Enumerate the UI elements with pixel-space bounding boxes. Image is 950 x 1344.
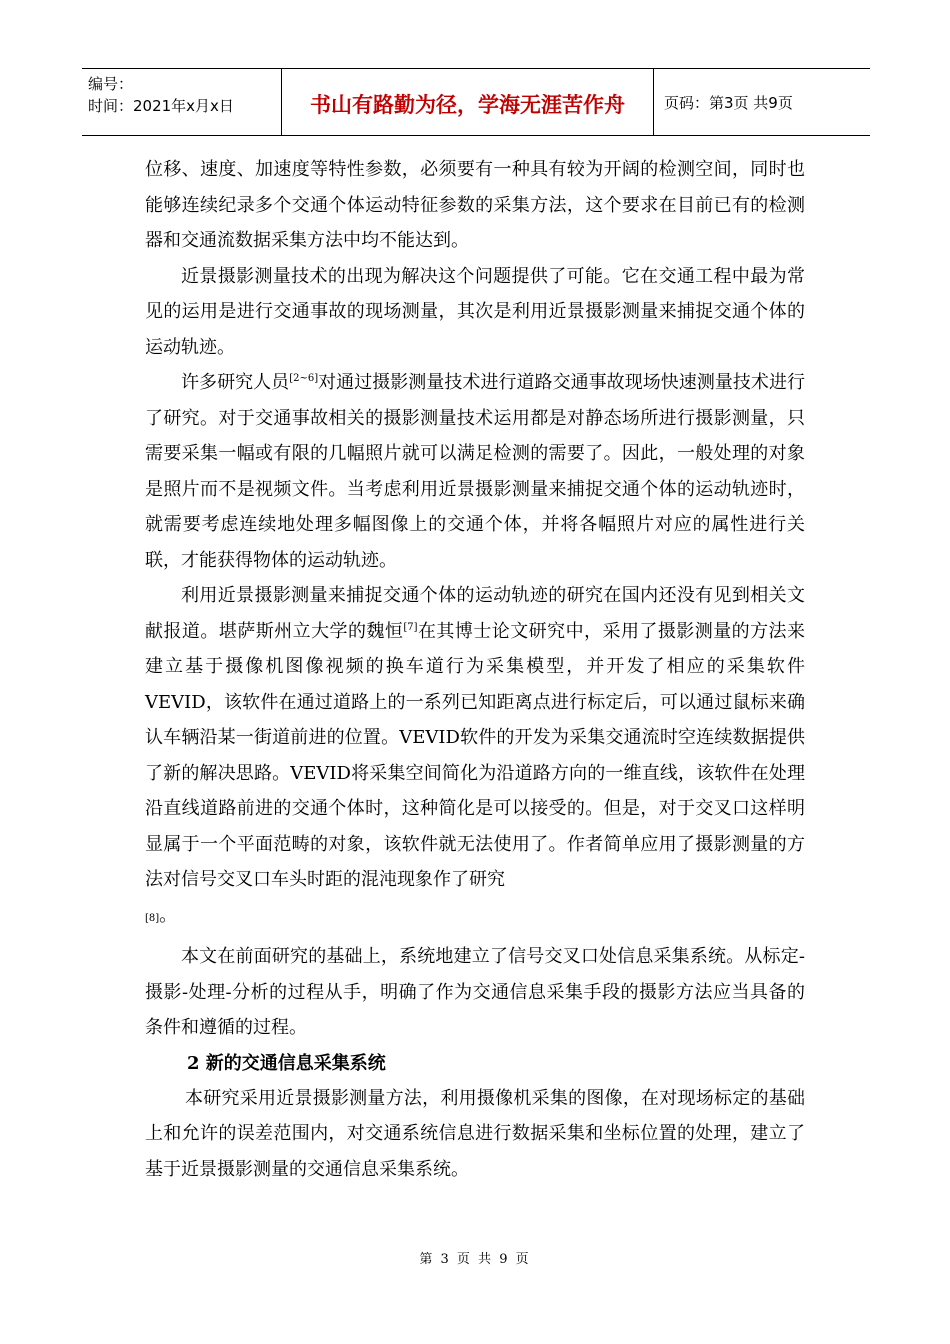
citation-8: [8]: [145, 912, 160, 924]
section-2-title: 2 新的交通信息采集系统: [187, 1052, 386, 1074]
header-meta: [82, 69, 282, 135]
header-page-info: 页码：第3页 共9页: [664, 93, 793, 112]
paragraph-4-end: 。: [159, 904, 178, 926]
paragraph-3-start: 许多研究人员: [181, 372, 290, 393]
paragraph-3: [145, 365, 805, 578]
header-motto: 书山有路勤为径，学海无涯苦作舟: [282, 69, 654, 135]
paragraph-4-rest: 在其博士论文研究中，采用了摄影测量的方法来建立基于摄像机图像视频的换车道行为采集模型，并开发了相应的采集软件VEVID，该软件在通过道路上的一系列已知距离点进行标定后，可以通过鼠标来确认车辆沿某一街道前进的位置。VEVID软件的开发为采集交通流时空连续数据提供了新的解决思路。VEVID将采集空间简化为沿道路方向的一维直线，该软件在处理沿直线道路前进的交通个体时，这种简化是可以接受的。但是，对于交叉口这样明显属于一个平面范畴的对象，该软件就无法使用了。作者简单应用了摄影测量的方法对信号交叉口车头时距的混沌现象作了研究: [145, 620, 806, 890]
page-footer: 第 3 页 共 9 页: [419, 1252, 531, 1267]
citation-2-6: [2~6]: [289, 373, 319, 384]
page-header: [82, 68, 870, 136]
code-label: 编号：: [88, 75, 134, 93]
paragraph-4: [145, 578, 805, 898]
document-body: [145, 152, 805, 1187]
paragraph-4-start: 利用近景摄影测量来捕捉交通个体的运动轨迹的研究在国内还没有见到相关文献报道。堪萨斯州立大学的魏恒: [145, 585, 805, 642]
citation-7: [7]: [403, 621, 418, 633]
time-label: 时间：2021年x月x日: [88, 97, 234, 115]
paragraph-3-rest: 对通过摄影测量技术进行道路交通事故现场快速测量技术进行了研究。对于交通事故相关的摄影测量技术运用都是对静态场所进行摄影测量，只需要采集一幅或有限的几幅照片就可以满足检测的需要了。因此，一般处理的对象是照片而不是视频文件。当考虑利用近景摄影测量来捕捉交通个体的运动轨迹时，就需要考虑连续地处理多幅图像上的交通个体，并将各幅照片对应的属性进行关联，才能获得物体的运动轨迹。: [145, 372, 806, 571]
paragraph-5: 本文在前面研究的基础上，系统地建立了信号交叉口处信息采集系统。从标定-摄影-处理-分析的过程从手，明确了作为交通信息采集手段的摄影方法应当具备的条件和遵循的过程。: [145, 946, 805, 1038]
paragraph-6: 本研究采用近景摄影测量方法，利用摄像机采集的图像，在对现场标定的基础上和允许的误差范围内，对交通系统信息进行数据采集和坐标位置的处理，建立了基于近景摄影测量的交通信息采集系统。: [145, 1087, 805, 1180]
paragraph-4-citation-line: [145, 898, 805, 934]
paragraph-2: 近景摄影测量技术的出现为解决这个问题提供了可能。它在交通工程中最为常见的运用是进行交通事故的现场测量，其次是利用近景摄影测量来捕捉交通个体的运动轨迹。: [145, 265, 805, 358]
paragraph-1: 位移、速度、加速度等特性参数，必须要有一种具有较为开阔的检测空间，同时也能够连续纪录多个交通个体运动特征参数的采集方法，这个要求在目前已有的检测器和交通流数据采集方法中均不能达到。: [145, 159, 805, 251]
